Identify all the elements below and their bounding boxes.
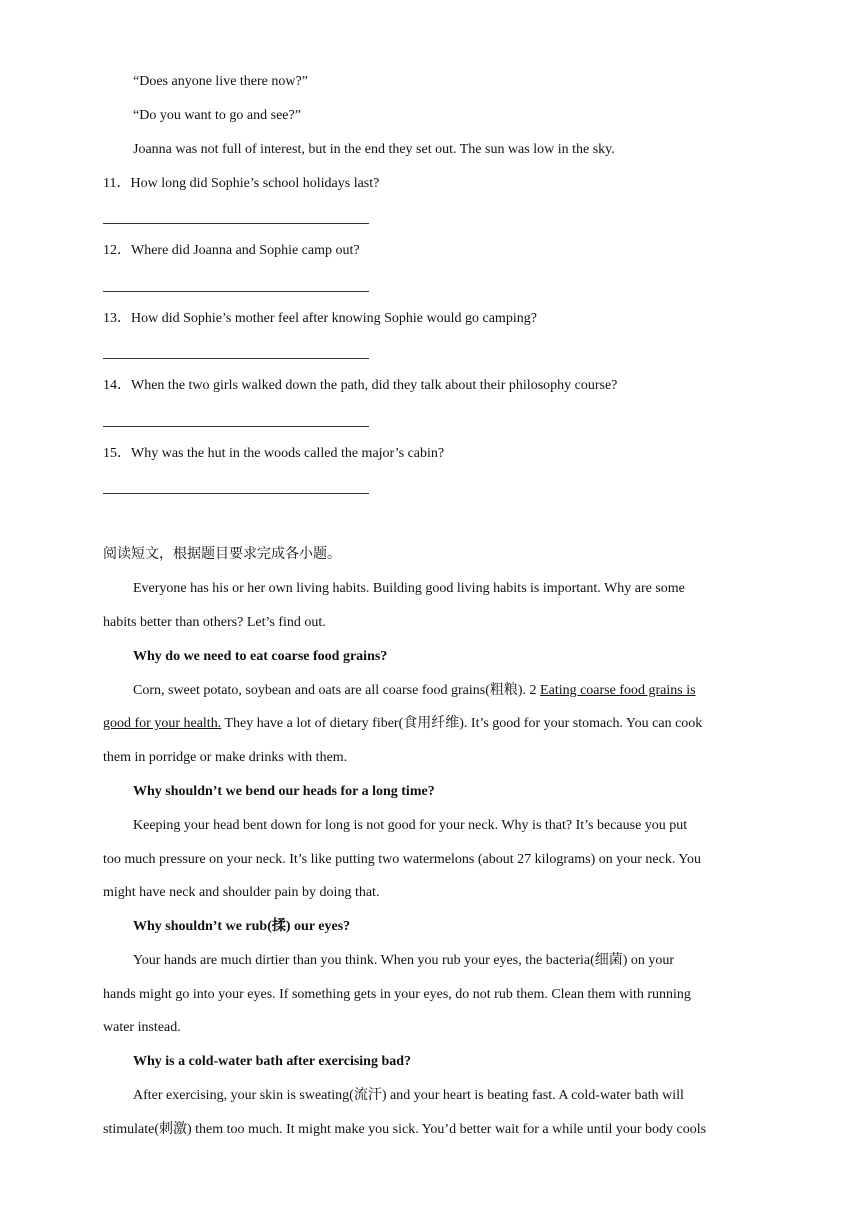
- section-heading-rub-eyes: Why shouldn’t we rub(揉) our eyes?: [133, 919, 351, 934]
- question-11: [103, 174, 379, 194]
- answer-line-14[interactable]: [103, 426, 369, 427]
- question-14: [103, 376, 617, 396]
- section-1-text: They have a lot of dietary fiber(食用纤维). It’s good for your stomach. You can cook: [221, 716, 703, 731]
- section-instruction: 阅读短文，根据题目要求完成各小题。: [103, 547, 341, 562]
- question-number: 11．: [103, 176, 131, 191]
- section-1-text: Corn, sweet potato, soybean and oats are all coarse food grains(粗粮). 2: [133, 683, 541, 698]
- question-text: How did Sophie’s mother feel after knowing Sophie would go camping?: [131, 311, 537, 326]
- section-2-line-1: Keeping your head bent down for long is not good for your neck. Why is that? It’s because you put: [133, 818, 688, 833]
- question-text: How long did Sophie’s school holidays last?: [130, 176, 380, 191]
- section-2-line-3: might have neck and shoulder pain by doing that.: [103, 885, 380, 900]
- question-number: 13．: [103, 311, 131, 326]
- answer-line-15[interactable]: [103, 493, 369, 494]
- question-number: 14．: [103, 378, 131, 393]
- question-15: [103, 444, 444, 464]
- section-heading-cold-bath: Why is a cold-water bath after exercising bad?: [133, 1054, 412, 1069]
- section-3-line-1: Your hands are much dirtier than you think. When you rub your eyes, the bacteria(细菌) on your: [133, 953, 675, 968]
- section-4-line-1: After exercising, your skin is sweating(流汗) and your heart is beating fast. A cold-water bath will: [133, 1088, 684, 1103]
- question-12: [103, 241, 360, 261]
- question-number: 15．: [103, 446, 131, 461]
- story-dialogue-1: “Does anyone live there now?”: [133, 74, 308, 89]
- section-1-line-1: [133, 681, 696, 701]
- section-3-line-2: hands might go into your eyes. If something gets in your eyes, do not rub them. Clean them with running: [103, 987, 691, 1002]
- section-3-line-3: water instead.: [103, 1020, 181, 1035]
- question-text: Why was the hut in the woods called the major’s cabin?: [131, 446, 445, 461]
- question-text: Where did Joanna and Sophie camp out?: [131, 243, 360, 258]
- story-narration: Joanna was not full of interest, but in the end they set out. The sun was low in the sky.: [133, 142, 615, 157]
- section-heading-coarse-grains: Why do we need to eat coarse food grains?: [133, 649, 388, 664]
- answer-line-13[interactable]: [103, 358, 369, 359]
- section-heading-bend-heads: Why shouldn’t we bend our heads for a long time?: [133, 784, 435, 799]
- section-1-line-3: them in porridge or make drinks with them.: [103, 750, 348, 765]
- answer-line-12[interactable]: [103, 291, 369, 292]
- story-dialogue-2: “Do you want to go and see?”: [133, 108, 301, 123]
- underlined-sentence-part-2: good for your health.: [103, 716, 222, 731]
- section-2-line-2: too much pressure on your neck. It’s like putting two watermelons (about 27 kilograms) on your neck. You: [103, 852, 702, 867]
- passage-intro-line-1: Everyone has his or her own living habits. Building good living habits is important. Why are some: [133, 581, 685, 596]
- answer-line-11[interactable]: [103, 223, 369, 224]
- section-4-line-2: stimulate(刺激) them too much. It might make you sick. You’d better wait for a while until your body cools: [103, 1122, 707, 1137]
- passage-intro-line-2: habits better than others? Let’s find out.: [103, 615, 326, 630]
- question-text: When the two girls walked down the path, did they talk about their philosophy course?: [131, 378, 618, 393]
- question-13: [103, 309, 537, 329]
- section-1-line-2: [103, 714, 702, 734]
- question-number: 12．: [103, 243, 131, 258]
- underlined-sentence-part-1: Eating coarse food grains is: [540, 683, 696, 698]
